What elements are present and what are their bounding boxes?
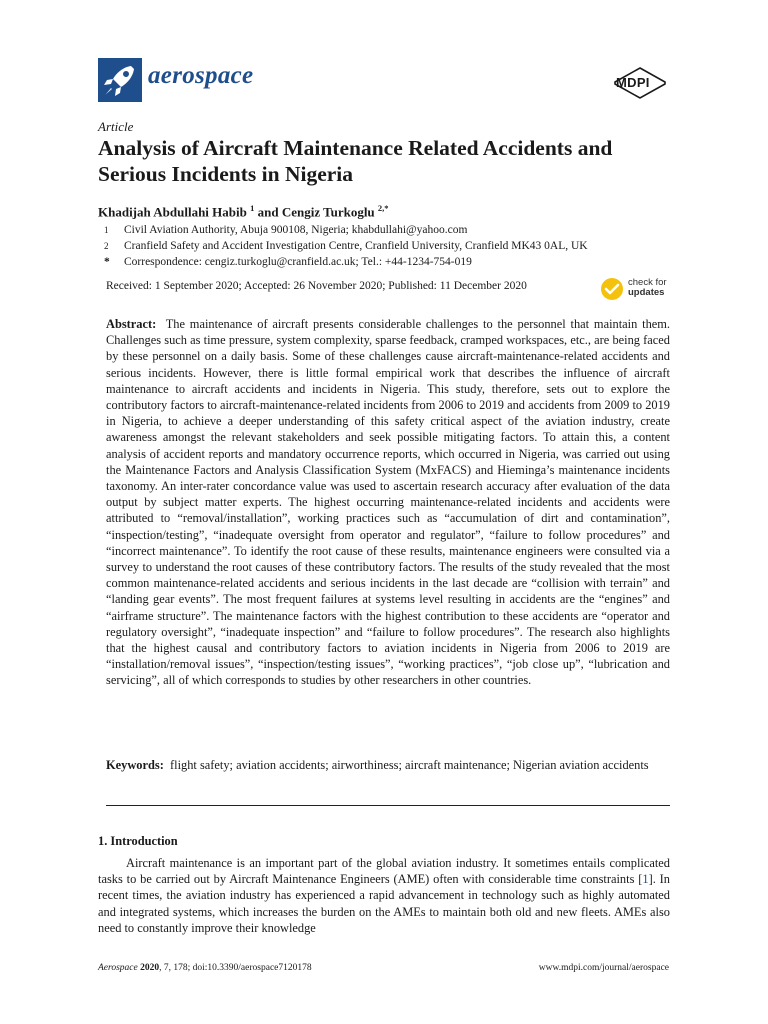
check-for-updates-badge[interactable]: [600, 275, 670, 303]
affiliation-mark: 2: [104, 241, 109, 251]
article-type: Article: [98, 119, 134, 134]
correspondence-mark: *: [104, 256, 110, 268]
affiliation-mark: 1: [104, 225, 109, 235]
author-connector: and: [254, 204, 282, 220]
author-affiliation-mark: 2,*: [377, 203, 389, 213]
publication-dates: Received: 1 September 2020; Accepted: 26 November 2020; Published: 11 December 2020: [106, 280, 527, 292]
section-heading: 1. Introduction: [98, 834, 178, 848]
abstract-label: Abstract:: [106, 317, 157, 331]
author-name: Khadijah Abdullahi Habib: [98, 204, 247, 220]
author-affiliation-mark: 1: [250, 203, 255, 213]
section-divider: [106, 805, 670, 806]
article-title: Analysis of Aircraft Maintenance Related Accidents and Serious Incidents in Nigeria: [98, 136, 613, 186]
abstract-text: The maintenance of aircraft presents considerable challenges to the personnel that maintain them. Challenges such as time pressure, system complexity, sparse feedback, cramped workspaces, etc., are being faced by these personnel on a daily basis. Some of these challenges cause aircraft-maintenance-related accidents and serious incidents. However, there is little formal empirical work that describes the influence of aircraft maintenance to aircraft accidents and incidents in Nigeria. This study, therefore, sets out to explore the contributory factors to aircraft-maintenance-related incidents from 2006 to 2019 and accidents from 2009 to 2019 in Nigeria, to achieve a deeper understanding of this safety critical aspect of the aviation industry, create awareness amongst the relevant stakeholders and seek possible mitigating factors. To attain this, a content analysis of accident reports and mandatory occurrence reports, which occurred in Nigeria, was carried out using the Maintenance Factors and Analysis Classification System (MxFACS) and Hieminga’s maintenance incidents taxonomy. An inter-rater concordance value was used to ascertain research accuracy after evaluation of the data output by subject matter experts. The highest occurring maintenance-related incidents and accidents were attributed to “removal/installation”, working practices such as “accumulation of dirt and contamination”, “inspection/testing”, “inadequate oversight from operator and regulator”, “failure to follow procedures” and “incorrect maintenance”. To identify the root cause of these results, maintenance engineers were consulted via a survey to understand the root causes of these contributory factors. The results of the study revealed that the most common maintenance-related accidents and serious incidents in the last decade are “collision with terrain” and “landing gear events”. The most frequent failures at systems level resulting in accidents are the “engines” and “airframe structure”. The maintenance factors with the highest contribution to these accidents are “operator and regulatory oversight”, “inadequate inspection” and “failure to follow procedures”. The research also highlights that the highest causal and contributory factors to aviation incidents in Nigeria from 2006 to 2019 are “installation/removal issues”, “inspection/testing issues”, “working practices”, “job close up”, “lubrication and servicing”, all of which corresponds to studies by other researchers in other countries.: [106, 317, 670, 688]
keywords-text: flight safety; aviation accidents; airworthiness; aircraft maintenance; Nigerian aviation accidents: [170, 758, 649, 772]
correspondence: [104, 255, 472, 269]
footer-year: 2020: [140, 963, 160, 973]
affiliation-text: Civil Aviation Authority, Abuja 900108, Nigeria; khabdullahi@yahoo.com: [124, 224, 468, 236]
footer-volume-doi: , 7, 178; doi:10.3390/aerospace7120178: [159, 963, 312, 973]
journal-name: aerospace: [148, 62, 254, 89]
citation-link[interactable]: 1: [642, 872, 649, 887]
publisher-logo: [612, 66, 668, 100]
keywords-label: Keywords:: [106, 758, 164, 772]
affiliation-1: [104, 223, 467, 237]
rocket-icon: [98, 58, 142, 102]
footer-journal: Aerospace: [98, 963, 138, 973]
intro-text: ]. In recent times, the aviation industry has experienced a rapid advancement in technology such as highly automated and integrated systems, which increases the burden on the AMEs to maintain both old and new fleets. AMEs also need to constantly improve their knowledge: [98, 872, 670, 935]
check-updates-line1: check for: [628, 277, 667, 288]
keywords: [106, 757, 670, 773]
footer-url[interactable]: www.mdpi.com/journal/aerospace: [538, 963, 669, 973]
correspondence-text: Correspondence: cengiz.turkoglu@cranfield.ac.uk; Tel.: +44-1234-754-019: [124, 256, 472, 268]
introduction-paragraph: [98, 855, 670, 936]
affiliation-2: [104, 239, 588, 253]
footer-citation: [98, 963, 312, 973]
journal-logo: [98, 58, 142, 102]
check-updates-icon: [600, 277, 624, 301]
affiliation-text: Cranfield Safety and Accident Investigation Centre, Cranfield University, Cranfield MK43 0AL, UK: [124, 240, 588, 252]
abstract: [106, 316, 670, 689]
check-updates-line2: updates: [628, 287, 665, 298]
author-list: [98, 203, 389, 220]
author-name: Cengiz Turkoglu: [281, 204, 375, 220]
intro-text: Aircraft maintenance is an important part of the global aviation industry. It sometimes entails complicated tasks to be carried out by Aircraft Maintenance Engineers (AME) often with considerable time constraints [: [98, 856, 670, 887]
publisher-name: MDPI: [616, 75, 650, 90]
